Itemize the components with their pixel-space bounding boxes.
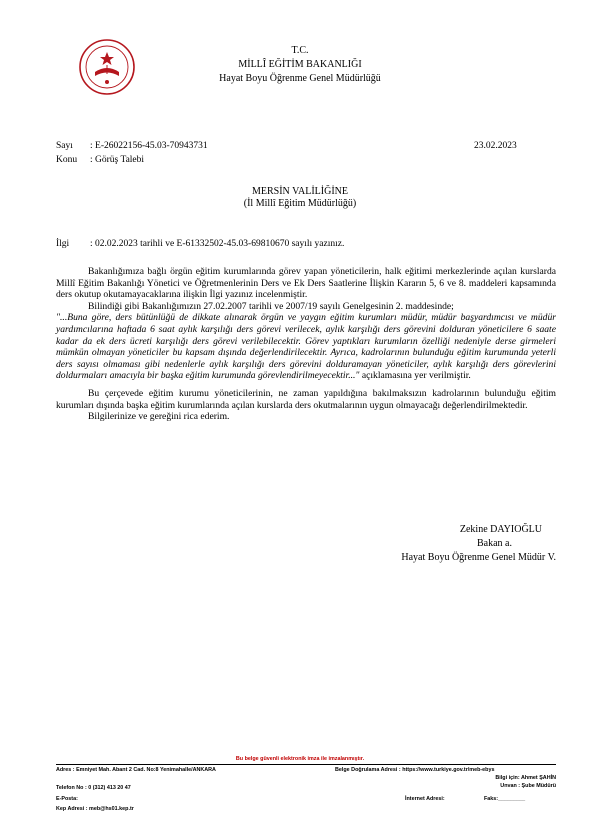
signer-name: Zekine DAYIOĞLU bbox=[459, 524, 542, 535]
footer-email: E-Posta: bbox=[56, 796, 78, 802]
document-date: 23.02.2023 bbox=[474, 141, 517, 151]
header-directorate: Hayat Boyu Öğrenme Genel Müdürlüğü bbox=[219, 73, 381, 84]
sayi-label: Sayı bbox=[56, 141, 73, 151]
footer-verify-url: Belge Doğrulama Adresi : https://www.turkiye.gov.tr/meb-ebys bbox=[335, 767, 495, 773]
footer-phone: Telefon No : 0 (312) 413 20 47 bbox=[56, 785, 131, 791]
e-signature-notice: Bu belge güvenli elektronik imza ile imzalanmıştır. bbox=[235, 756, 365, 762]
signer-title-1: Bakan a. bbox=[477, 538, 512, 549]
footer-info: Bilgi için: Ahmet ŞAHİN bbox=[495, 775, 556, 781]
footer-fax: Faks:_________ bbox=[484, 796, 526, 802]
footer-internet: İnternet Adresi: bbox=[405, 796, 445, 802]
paragraph-2-quote bbox=[56, 312, 556, 382]
quote-tail: açıklamasına yer verilmiştir. bbox=[359, 370, 471, 382]
paragraph-3: Bu çerçevede eğitim kurumu yöneticilerinin, ne zaman yapıldığına bakılmaksızın kadrolarının bulunduğu eğitim kurumları dışında başka eğitim kurumlarında açılan kurslarda ders okutmalarının uygun olmayacağı değerlendirilmektedir. bbox=[56, 387, 556, 411]
header-tc: T.C. bbox=[291, 45, 309, 56]
quote-text: "...Buna göre, ders bütünlüğü de dikkate alınarak örgün ve yaygın eğitim kurumları müdür, müdür başyardımcısı ve müdür yardımcılarına haftada 6 saat aylık karşılığı ders görevi verilecek, aylık karşılığı ders görevini dolduran yöneticilere 6 saate kadar da ek ders ücreti karşılığı ders görevi verilebilecektir. Görev yaptıkları kurumların özelliği nedeniyle derse girmeleri mümkün olmayan yöneticiler bu kapsam dışında değerlendirilecektir. Ayrıca, kadrolarının bulunduğu eğitim kurumunda yeterli ders sayısı olmaması gibi nedenlerle aylık karşılığı ders görevini dolduramayan yöneticiler, aylık karşılığı ders görevlerini doldurmaları amacıyla bir başka eğitim kurumunda görevlendirilmeyecektir..." bbox=[56, 312, 556, 382]
footer-address: Adres : Emniyet Mah. Abant 2 Cad. No:8 Yenimahalle/ANKARA bbox=[56, 767, 216, 773]
footer-kep: Kep Adresi : meb@hs01.kep.tr bbox=[56, 806, 134, 812]
header-ministry: MİLLÎ EĞİTİM BAKANLIĞI bbox=[238, 59, 362, 70]
paragraph-2-intro: Bilindiği gibi Bakanlığımızın 27.02.2007 tarihli ve 2007/19 sayılı Genelgesinin 2. maddesinde; bbox=[88, 300, 454, 312]
addressee-main: MERSİN VALİLİĞİNE bbox=[251, 186, 348, 197]
letter-body bbox=[56, 266, 556, 423]
sayi-value: : E-26022156-45.03-70943731 bbox=[90, 141, 208, 151]
addressee-sub: (İl Millî Eğitim Müdürlüğü) bbox=[243, 198, 357, 209]
ilgi-label: İlgi bbox=[56, 239, 70, 249]
paragraph-1: Bakanlığımıza bağlı örgün eğitim kurumlarında görev yapan yöneticilerin, halk eğitimi merkezlerinde açılan kurslarda Millî Eğitim Bakanlığı Yönetici ve Öğretmenlerinin Ders ve Ek Ders Saatlerine İlişkin Kararın 5, 6 ve 8. maddeleri kapsamında ders okutup okutamayacaklarına ilişkin İlgi yazınız incelenmiştir. bbox=[56, 266, 556, 301]
ilgi-value: : 02.02.2023 tarihli ve E-61332502-45.03-69810670 sayılı yazınız. bbox=[90, 239, 345, 249]
footer-unvan: Unvan : Şube Müdürü bbox=[500, 783, 556, 789]
paragraph-4: Bilgilerinize ve gereğini rica ederim. bbox=[88, 411, 230, 423]
footer-divider bbox=[56, 764, 556, 765]
signer-title-2: Hayat Boyu Öğrenme Genel Müdür V. bbox=[401, 552, 556, 563]
konu-label: Konu bbox=[56, 155, 78, 165]
konu-value: : Görüş Talebi bbox=[90, 155, 145, 165]
